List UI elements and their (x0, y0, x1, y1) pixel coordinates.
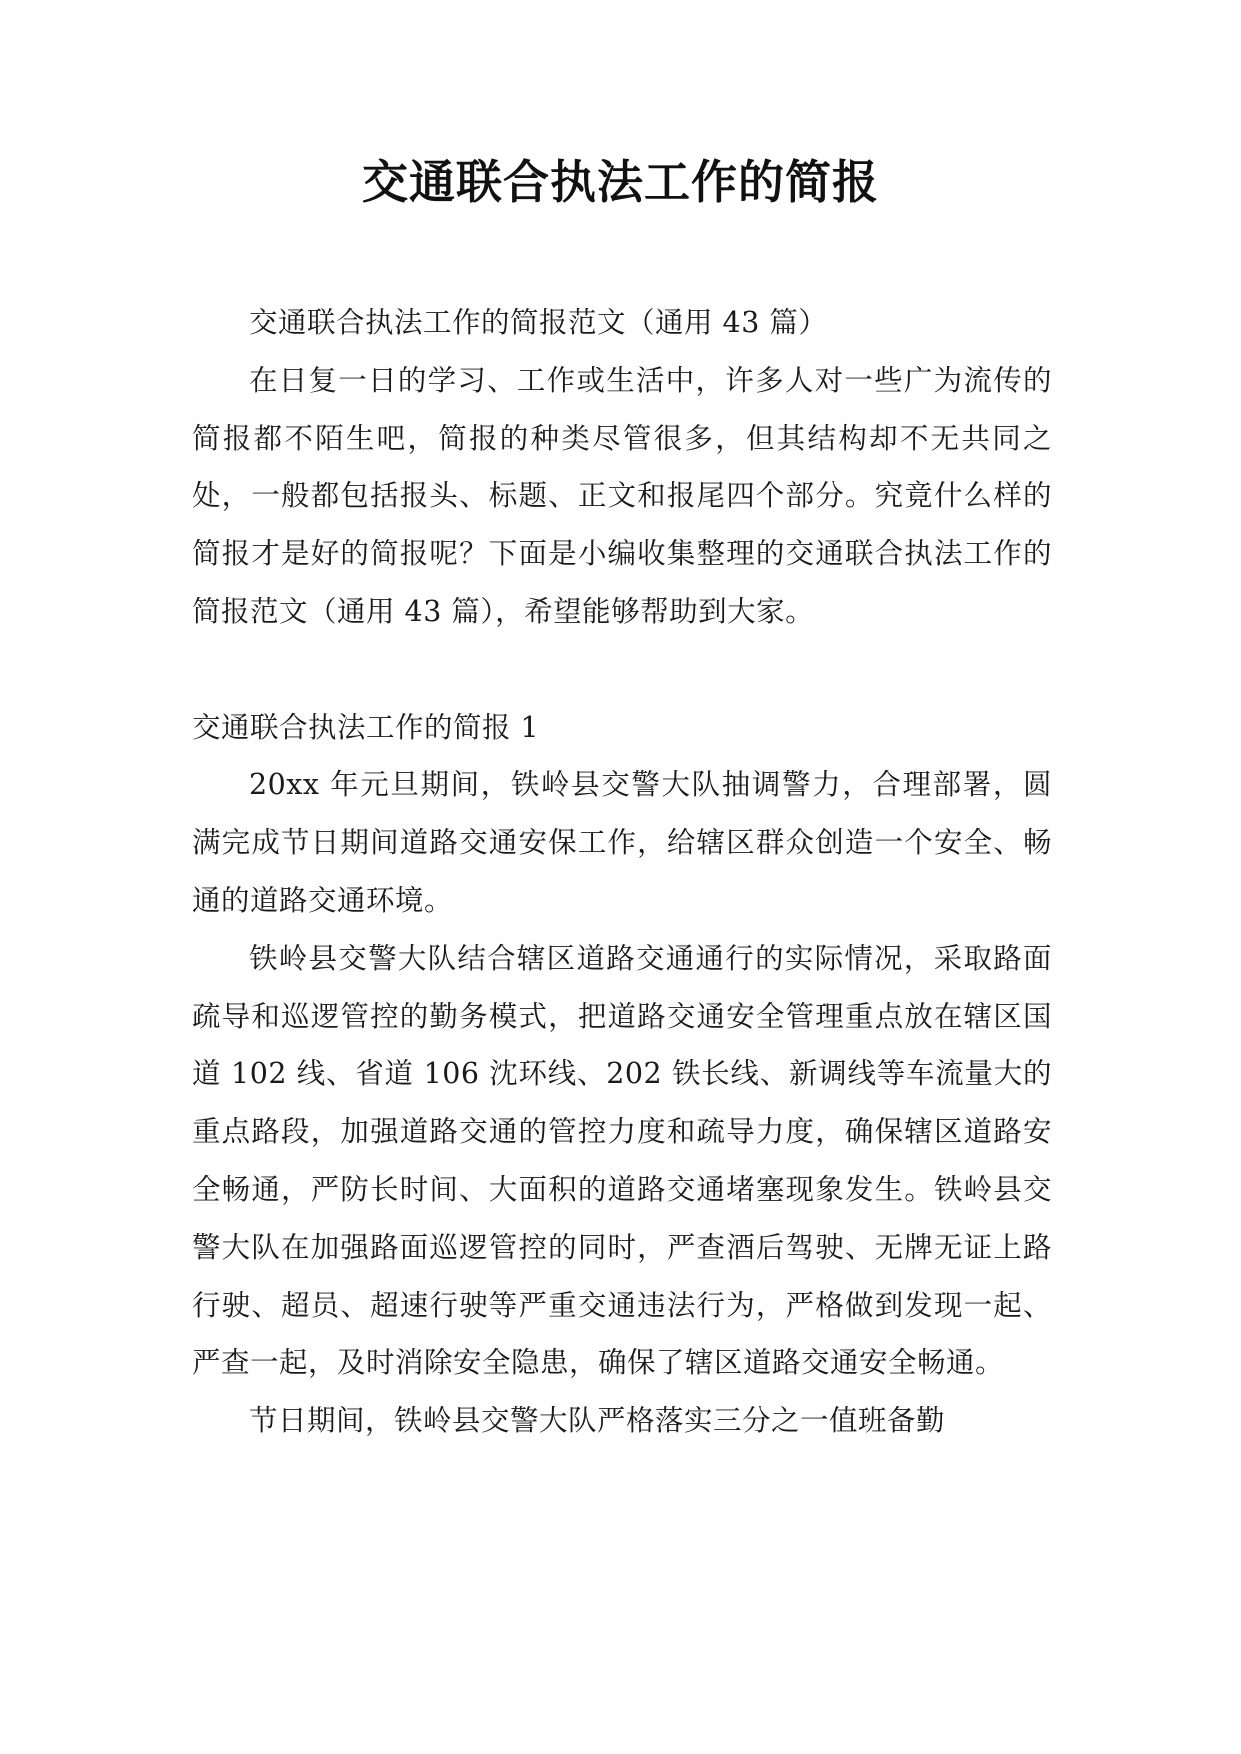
body-paragraph-3: 节日期间，铁岭县交警大队严格落实三分之一值班备勤 (249, 1404, 946, 1438)
document-body (192, 294, 1052, 1450)
body-paragraph-1: 20xx 年元旦期间，铁岭县交警大队抽调警力，合理部署，圆满完成节日期间道路交通安保工作，给辖区群众创造一个安全、畅通的道路交通环境。 (192, 768, 1052, 917)
document-title: 交通联合执法工作的简报 (362, 155, 879, 209)
blank-line (192, 641, 1052, 699)
document-subtitle: 交通联合执法工作的简报范文（通用 43 篇） (249, 306, 828, 339)
body-paragraph-2: 铁岭县交警大队结合辖区道路交通通行的实际情况，采取路面疏导和巡逻管控的勤务模式，把道路交通安全管理重点放在辖区国道 102 线、省道 106 沈环线、202 铁长线、新调线等车流量大的重点路段，加强道路交通的管控力度和疏导力度，确保辖区道路安全畅通，严防长时间、大面积的道路交通堵塞现象发生。铁岭县交警大队在加强路面巡逻管控的同时，严查酒后驾驶、无牌无证上路行驶、超员、超速行驶等严重交通违法行为，严格做到发现一起、严查一起，及时消除安全隐患，确保了辖区道路交通安全畅通。 (192, 941, 1052, 1380)
section-heading: 交通联合执法工作的简报 1 (192, 710, 540, 744)
intro-paragraph: 在日复一日的学习、工作或生活中，许多人对一些广为流传的简报都不陌生吧，简报的种类尽管很多，但其结构却不无共同之处，一般都包括报头、标题、正文和报尾四个部分。究竟什么样的简报才是好的简报呢？下面是小编收集整理的交通联合执法工作的简报范文（通用 43 篇），希望能够帮助到大家。 (192, 363, 1052, 628)
